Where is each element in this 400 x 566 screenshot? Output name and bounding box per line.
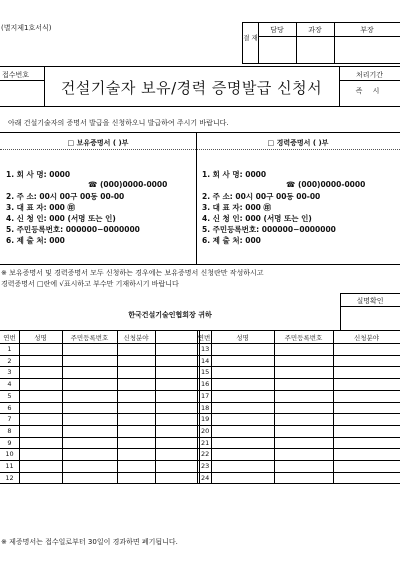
table-header-serial: 연번 [197, 334, 211, 342]
table-header-field: 신청분야 [353, 334, 380, 342]
row-number: 23 [201, 462, 210, 470]
processing-value: 즉 시 [355, 87, 384, 95]
phone: ☎ (000)0000-0000 [88, 180, 168, 189]
approval-side-label: 결 재 [243, 34, 258, 42]
row-number: 21 [201, 438, 210, 447]
row-number: 5 [7, 391, 12, 400]
resident-number: 5. 주민등록번호: 000000−0000000 [202, 225, 336, 234]
company-name: 1. 회 사 명: 0000 [6, 170, 71, 179]
row-number: 20 [201, 426, 210, 435]
verify-label: 실명확인 [356, 297, 384, 305]
row-number: 2 [7, 356, 12, 365]
row-number: 12 [5, 473, 14, 482]
row-number: 1 [7, 345, 12, 353]
note-line-1: ※ 보유증명서 및 경력증명서 모두 신청하는 경우에는 보유증명서 신청란만 작성하시고 [1, 269, 264, 277]
approval-header: 부장 [360, 26, 374, 34]
processing-label: 처리기간 [355, 71, 384, 79]
table-header-name: 성명 [236, 334, 249, 342]
company-name: 1. 회 사 명: 0000 [202, 170, 267, 179]
resident-number: 5. 주민등록번호: 000000−0000000 [6, 225, 140, 234]
page-title: 건설기술자 보유/경력 증명발급 신청서 [60, 79, 323, 97]
intro-text: 아래 건설기술자의 증명서 발급을 신청하오니 발급하여 주시기 바랍니다. [8, 119, 229, 127]
table-header-field: 신청분야 [123, 334, 149, 342]
form-code: (별지제1호서식) [1, 24, 52, 32]
address: 2. 주 소: 00시 00구 00동 00-00 [202, 192, 321, 201]
row-number: 18 [201, 403, 210, 412]
ceo: 3. 대 표 자: 000 ㊞ [202, 203, 272, 212]
ceo: 3. 대 표 자: 000 ㊞ [6, 203, 76, 212]
phone: ☎ (000)0000-0000 [286, 180, 366, 189]
row-number: 13 [201, 345, 210, 353]
row-number: 22 [201, 450, 210, 459]
row-number: 10 [5, 450, 14, 459]
row-number: 7 [7, 415, 12, 424]
row-number: 11 [5, 462, 14, 470]
recipient: 한국건설기술인협회장 귀하 [128, 311, 212, 319]
row-number: 19 [201, 415, 210, 424]
table-header-resident-number: 주민등록번호 [284, 334, 323, 342]
table-header-serial: 연번 [3, 334, 16, 342]
approval-header: 과장 [308, 26, 322, 34]
ownership-heading: □ 보유증명서 ( )부 [67, 139, 129, 147]
row-number: 17 [201, 391, 210, 400]
row-number: 6 [7, 403, 12, 412]
approval-header: 담당 [270, 26, 284, 34]
applicant: 4. 신 청 인: 000 (서명 또는 인) [6, 214, 116, 223]
row-number: 3 [7, 368, 12, 377]
row-number: 24 [201, 473, 210, 482]
applicant: 4. 신 청 인: 000 (서명 또는 인) [202, 214, 312, 223]
submit-to: 6. 제 출 처: 000 [6, 236, 65, 245]
row-number: 8 [7, 426, 12, 435]
address: 2. 주 소: 00시 00구 00동 00-00 [6, 192, 125, 201]
table-header-name: 성명 [34, 334, 47, 342]
row-number: 4 [7, 380, 12, 389]
row-number: 9 [7, 438, 12, 447]
table-header-resident-number: 주민등록번호 [70, 334, 109, 342]
career-heading: □ 경력증명서 ( )부 [267, 139, 329, 147]
footer-note: ※ 제증명서는 접수일로부터 30일이 경과하면 폐기됩니다. [1, 538, 178, 546]
row-number: 16 [201, 380, 210, 389]
submit-to: 6. 제 출 처: 000 [202, 236, 261, 245]
row-number: 14 [201, 356, 210, 365]
receipt-label: 접수번호 [2, 71, 30, 79]
row-number: 15 [201, 368, 210, 377]
note-line-2: 경력증명서 □란에 √표시하고 부수만 기재하시기 바랍니다 [1, 280, 179, 288]
